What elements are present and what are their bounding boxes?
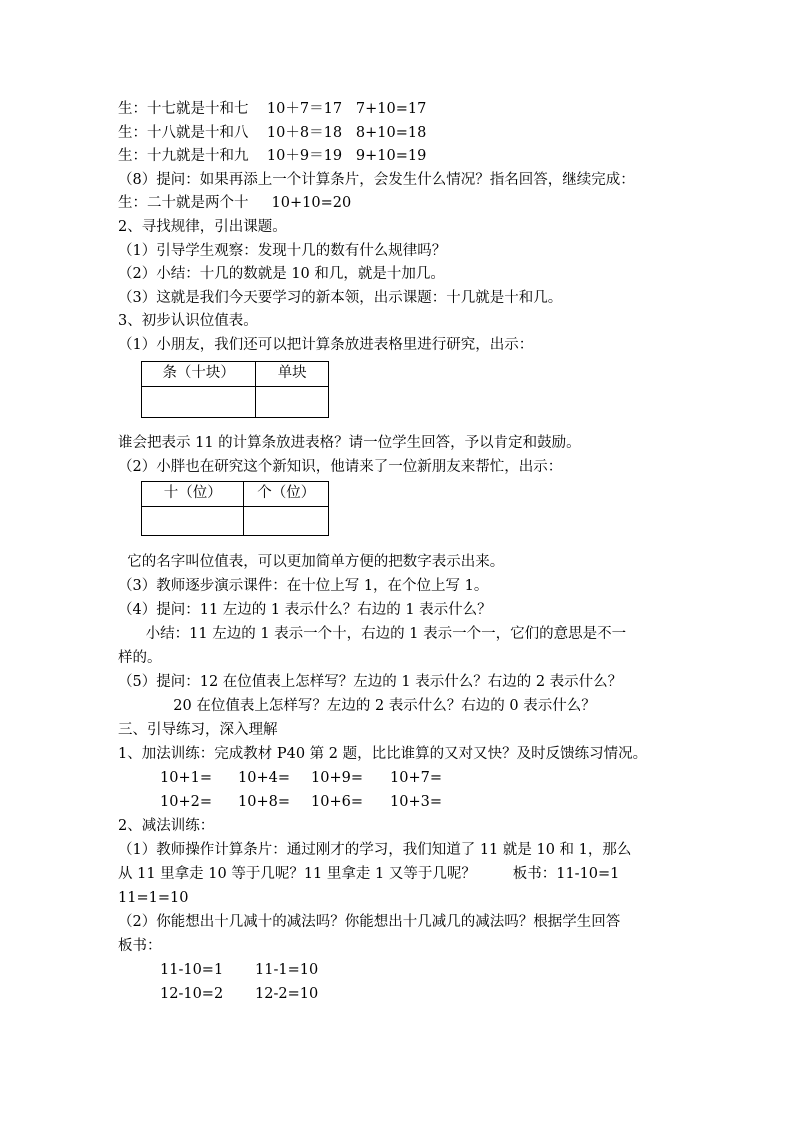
text-line: （3）这就是我们今天要学习的新本领，出示课题：十几就是十和几。 — [118, 289, 563, 306]
text-line: 11=1=10 — [118, 890, 189, 906]
text-line: （2）小胖也在研究这个新知识，他请来了一位新朋友来帮忙，出示： — [118, 459, 563, 475]
subtraction-example: 12-2=10 — [255, 986, 319, 1002]
counting-strip-table — [141, 361, 329, 418]
text-line: 生：二十就是两个十 10+10=20 — [118, 195, 352, 212]
table-header-ones-place: 个（位） — [244, 482, 329, 507]
table-cell — [142, 386, 256, 417]
text-line: （2）你能想出十几减十的减法吗？你能想出十几减几的减法吗？根据学生回答 — [118, 914, 621, 930]
section-heading: 三、引导练习，深入理解 — [118, 722, 278, 738]
addition-exercise: 10+2= — [160, 794, 212, 810]
text-line: 生：十八就是十和八 10＋8＝18 8+10=18 — [118, 124, 427, 141]
table-header-single-block: 单块 — [256, 362, 329, 387]
addition-exercise: 10+8= — [238, 794, 290, 810]
addition-exercise: 10+3= — [390, 794, 442, 810]
text-line: 它的名字叫位值表，可以更加简单方便的把数字表示出来。 — [118, 554, 505, 570]
addition-exercise: 10+1= — [160, 770, 212, 786]
text-line: （4）提问：11 左边的 1 表示什么？右边的 1 表示什么？ — [118, 602, 492, 618]
table-cell — [256, 386, 329, 417]
text-line: （1）教师操作计算条片：通过刚才的学习，我们知道了 11 就是 10 和 1，那么 — [118, 842, 632, 858]
text-line: 小结：11 左边的 1 表示一个十，右边的 1 表示一个一，它们的意思是不一 — [118, 626, 627, 642]
addition-exercise: 10+7= — [390, 770, 442, 786]
addition-exercise: 10+9= — [311, 770, 363, 786]
addition-exercise: 10+6= — [311, 794, 363, 810]
text-line: （5）提问：12 在位值表上怎样写？左边的 1 表示什么？右边的 2 表示什么？ — [118, 674, 623, 690]
table-cell — [142, 506, 244, 535]
text-line: （3）教师逐步演示课件：在十位上写 1，在个位上写 1。 — [118, 578, 489, 594]
subtraction-example: 12-10=2 — [160, 986, 224, 1002]
table-header-tens-place: 十（位） — [142, 482, 244, 507]
text-line: 样的。 — [118, 650, 162, 666]
text-line: 20 在位值表上怎样写？左边的 2 表示什么？右边的 0 表示什么？ — [118, 698, 596, 714]
text-line: （1）小朋友，我们还可以把计算条放进表格里进行研究，出示： — [118, 337, 534, 353]
table-cell — [244, 506, 329, 535]
text-line: 谁会把表示 11 的计算条放进表格？请一位学生回答，予以肯定和鼓励。 — [118, 435, 581, 451]
text-line: 板书： — [118, 938, 162, 954]
text-line: 1、加法训练：完成教材 P40 第 2 题，比比谁算的又对又快？及时反馈练习情况。 — [118, 746, 648, 762]
text-line: 生：十七就是十和七 10＋7＝17 7+10=17 — [118, 101, 427, 117]
text-line: 3、初步认识位值表。 — [118, 313, 258, 330]
place-value-table — [141, 481, 329, 536]
text-line: （1）引导学生观察：发现十几的数有什么规律吗？ — [118, 242, 447, 259]
text-line: 2、寻找规律，引出课题。 — [118, 219, 287, 235]
table-header-tens-strip: 条（十块） — [142, 362, 256, 387]
text-line: 生：十九就是十和九 10＋9＝19 9+10=19 — [118, 148, 427, 165]
text-line: （2）小结：十几的数就是 10 和几，就是十加几。 — [118, 266, 445, 283]
text-line: （8）提问：如果再添上一个计算条片，会发生什么情况？指名回答，继续完成： — [118, 171, 635, 188]
addition-exercise: 10+4= — [238, 770, 290, 786]
text-line: 2、减法训练： — [118, 818, 215, 834]
subtraction-example: 11-10=1 — [160, 962, 224, 978]
text-line: 从 11 里拿走 10 等于几呢？11 里拿走 1 又等于几呢？ 板书：11-10=1 — [118, 866, 620, 882]
subtraction-example: 11-1=10 — [255, 962, 319, 978]
